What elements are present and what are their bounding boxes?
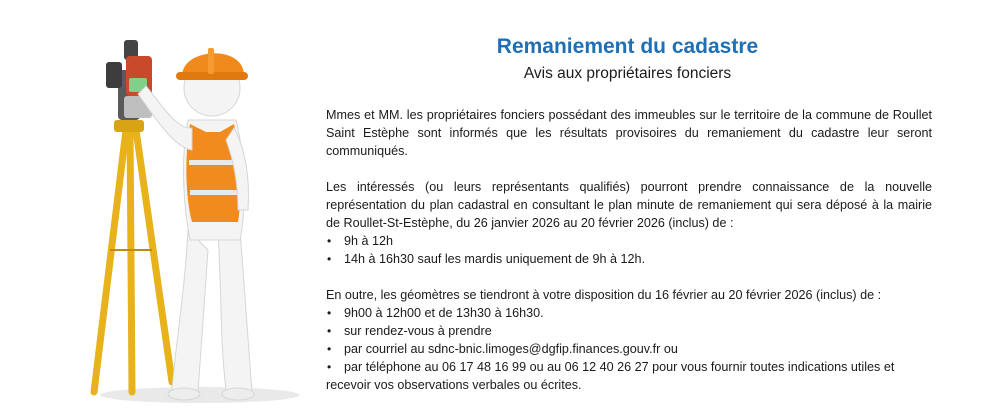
paragraph-geometres: En outre, les géomètres se tiendront à votre disposition du 16 février au 20 février 2026 (inclus) de : xyxy=(326,288,882,302)
notice-subtitle: Avis aux propriétaires fonciers xyxy=(523,65,732,82)
paragraph-proprietaires: Mmes et MM. les propriétaires fonciers possédant des immeubles sur le territoire de la commune de Roullet Saint Estèphe sont informés que les résultats provisoires du remaniement du cadastre leur seront communiqués. xyxy=(326,108,932,158)
surveyor-with-theodolite-icon xyxy=(80,10,330,410)
notice-title: Remaniement du cadastre xyxy=(496,35,759,58)
notice-body xyxy=(326,106,932,394)
figure-body-icon xyxy=(138,48,254,400)
list-item: • 9h à 12h xyxy=(326,232,932,250)
list-item: • par courriel au sdnc-bnic.limoges@dgfip.finances.gouv.fr ou xyxy=(326,340,932,358)
list-item: • sur rendez-vous à prendre xyxy=(326,322,932,340)
list-item: • 14h à 16h30 sauf les mardis uniquement de 9h à 12h. xyxy=(326,250,932,268)
theodolite-icon xyxy=(106,40,152,120)
closing-line: recevoir vos observations verbales ou écrites. xyxy=(326,378,582,392)
paragraph-consultation: Les intéressés (ou leurs représentants qualifiés) pourront prendre connaissance de la nouvelle représentation du plan cadastral en consultant le plan minute de remaniement qui sera déposé à la mairie de Roullet-St-Estèphe, du 26 janvier 2026 au 20 février 2026 (inclus) de : xyxy=(326,180,932,230)
list-item: • 9h00 à 12h00 et de 13h30 à 16h30. xyxy=(326,304,932,322)
geometres-list xyxy=(326,304,932,376)
hard-hat-icon xyxy=(176,48,248,80)
hours-list xyxy=(326,232,932,268)
list-item: • par téléphone au 06 17 48 16 99 ou au 06 12 40 26 27 pour vous fournir toutes indications utiles et xyxy=(326,358,932,376)
tripod-icon xyxy=(94,120,172,392)
surveyor-figure-svg xyxy=(80,10,330,410)
